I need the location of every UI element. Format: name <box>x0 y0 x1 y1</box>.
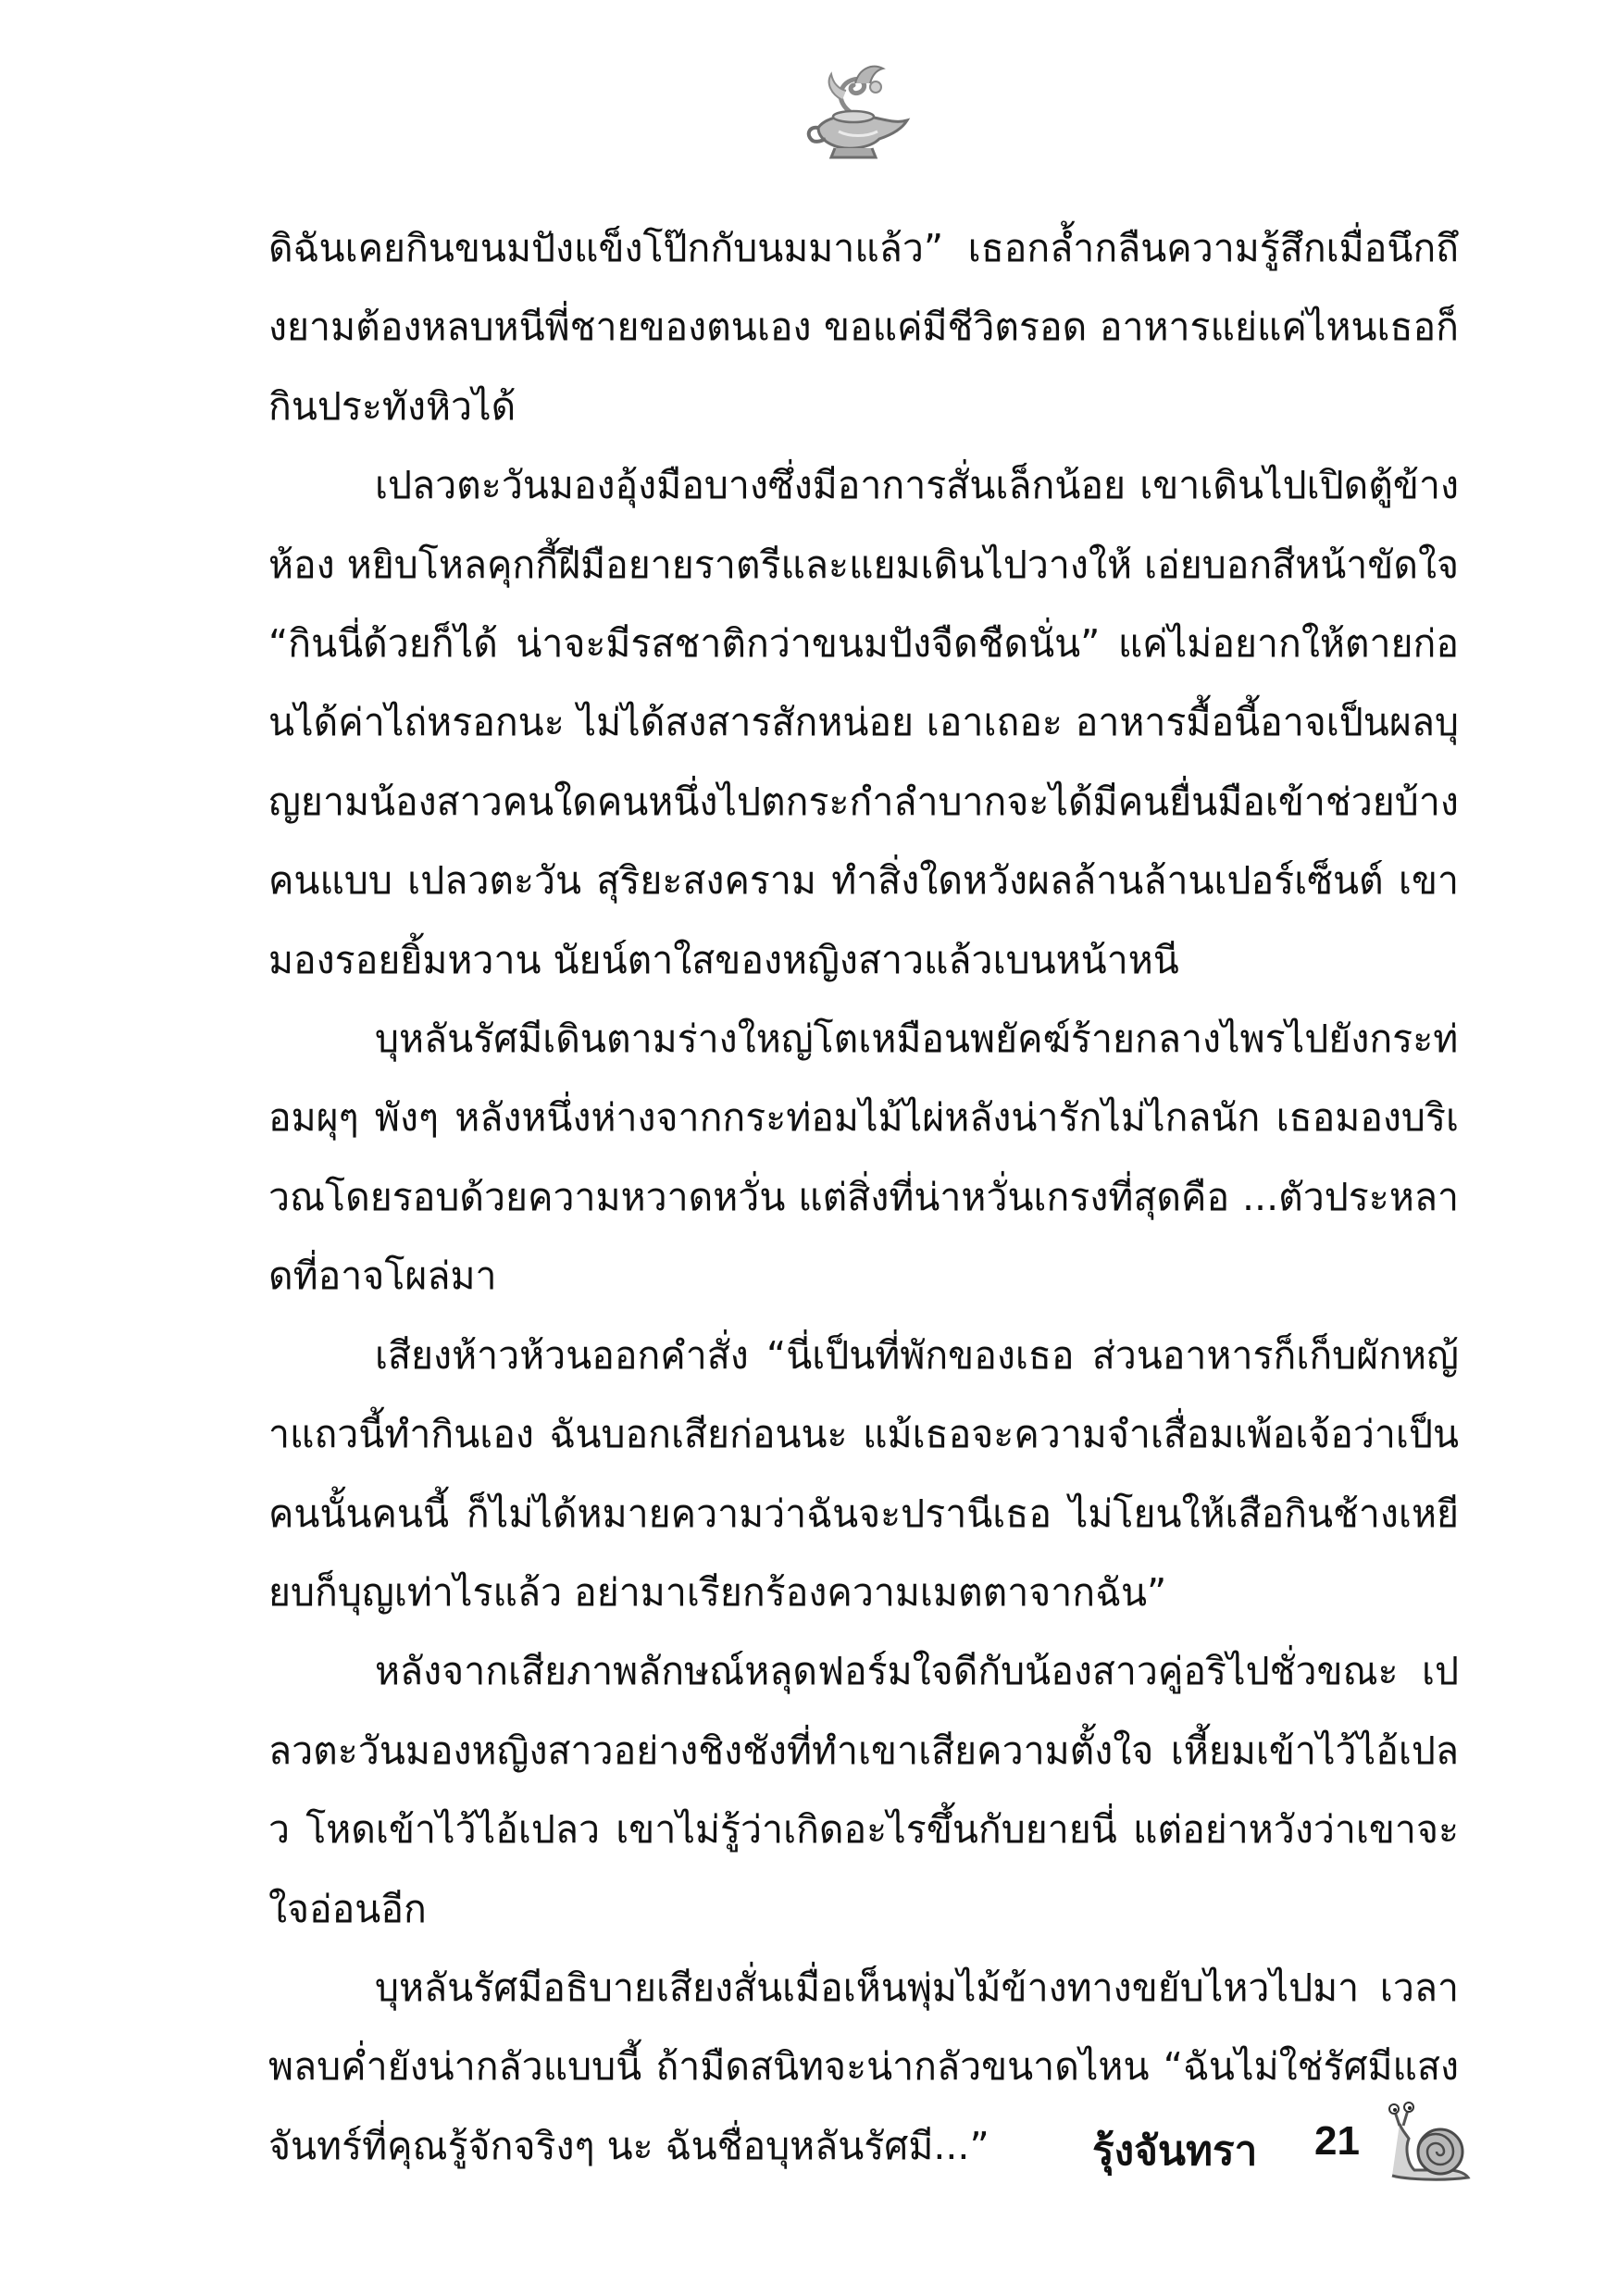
paragraph-6: บุหลันรัศมีอธิบายเสียงสั่นเมื่อเห็นพุ่มไม้ข้างทางขยับไหวไปมา เวลาพลบค่ำยังน่ากลัวแบบนี้ ถ้ามืดสนิทจะน่ากลัวขนาดไหน “ฉันไม่ใช่รัศมีแสงจันทร์ที่คุณรู้จักจริงๆ นะ ฉันชื่อบุหลันรัศมี...” <box>268 1965 1459 2168</box>
page-footer <box>1092 2102 1481 2185</box>
paragraph-4: เสียงห้าวห้วนออกคำสั่ง “นี่เป็นที่พักของเธอ ส่วนอาหารก็เก็บผักหญ้าแถวนี้ทำกินเอง ฉันบอกเสียก่อนนะ แม้เธอจะความจำเสื่อมเพ้อเจ้อว่าเป็นคนนั้นคนนี้ ก็ไม่ได้หมายความว่าฉันจะปรานีเธอ ไม่โยนให้เสือกินช้างเหยียบก็บุญเท่าไรแล้ว อย่ามาเรียกร้องความเมตตาจากฉัน” <box>268 1332 1459 1615</box>
genie-lamp-icon <box>798 56 916 167</box>
story-text <box>268 209 1459 2186</box>
snail-icon <box>1387 2102 1472 2185</box>
paragraph-3: บุหลันรัศมีเดินตามร่างใหญ่โตเหมือนพยัคฆ์ร้ายกลางไพรไปยังกระท่อมผุๆ พังๆ หลังหนึ่งห่างจากกระท่อมไม้ไผ่หลังน่ารักไม่ไกลนัก เธอมองบริเวณโดยรอบด้วยความหวาดหวั่น แต่สิ่งที่น่าหวั่นเกรงที่สุดคือ ...ตัวประหลาดที่อาจโผล่มา <box>268 1017 1459 1299</box>
book-title: รุ้งจันทรา <box>1092 2128 1258 2175</box>
paragraph-1: ดิฉันเคยกินขนมปังแข็งโป๊กกับนมมาแล้ว” เธอกล้ำกลืนความรู้สึกเมื่อนึกถึงยามต้องหลบหนีพี่ชายของตนเอง ขอแค่มีชีวิตรอด อาหารแย่แค่ไหนเธอก็กินประทังหิวได้ <box>268 226 1459 429</box>
paragraph-2: เปลวตะวันมองอุ้งมือบางซึ่งมีอาการสั่นเล็กน้อย เขาเดินไปเปิดตู้ข้างห้อง หยิบโหลคุกกี้ฝีมือยายราตรีและแยมเดินไปวางให้ เอ่ยบอกสีหน้าขัดใจ “กินนี่ด้วยก็ได้ น่าจะมีรสชาติกว่าขนมปังจืดชืดนั่น” แค่ไม่อยากให้ตายก่อนได้ค่าไถ่หรอกนะ ไม่ได้สงสารสักหน่อย เอาเถอะ อาหารมื้อนี้อาจเป็นผลบุญยามน้องสาวคนใดคนหนึ่งไปตกระกำลำบากจะได้มีคนยื่นมือเข้าช่วยบ้าง คนแบบ เปลวตะวัน สุริยะสงคราม ทำสิ่งใดหวังผลล้านล้านเปอร์เซ็นต์ เขามองรอยยิ้มหวาน นัยน์ตาใสของหญิงสาวแล้วเบนหน้าหนี <box>268 463 1459 982</box>
page-number: 21 <box>1314 2118 1360 2164</box>
paragraph-5: หลังจากเสียภาพลักษณ์หลุดฟอร์มใจดีกับน้องสาวคู่อริไปชั่วขณะ เปลวตะวันมองหญิงสาวอย่างชิงชังที่ทำเขาเสียความตั้งใจ เหี้ยมเข้าไว้ไอ้เปลว โหดเข้าไว้ไอ้เปลว เขาไม่รู้ว่าเกิดอะไรขึ้นกับยายนี่ แต่อย่าหวังว่าเขาจะใจอ่อนอีก <box>268 1649 1459 1931</box>
